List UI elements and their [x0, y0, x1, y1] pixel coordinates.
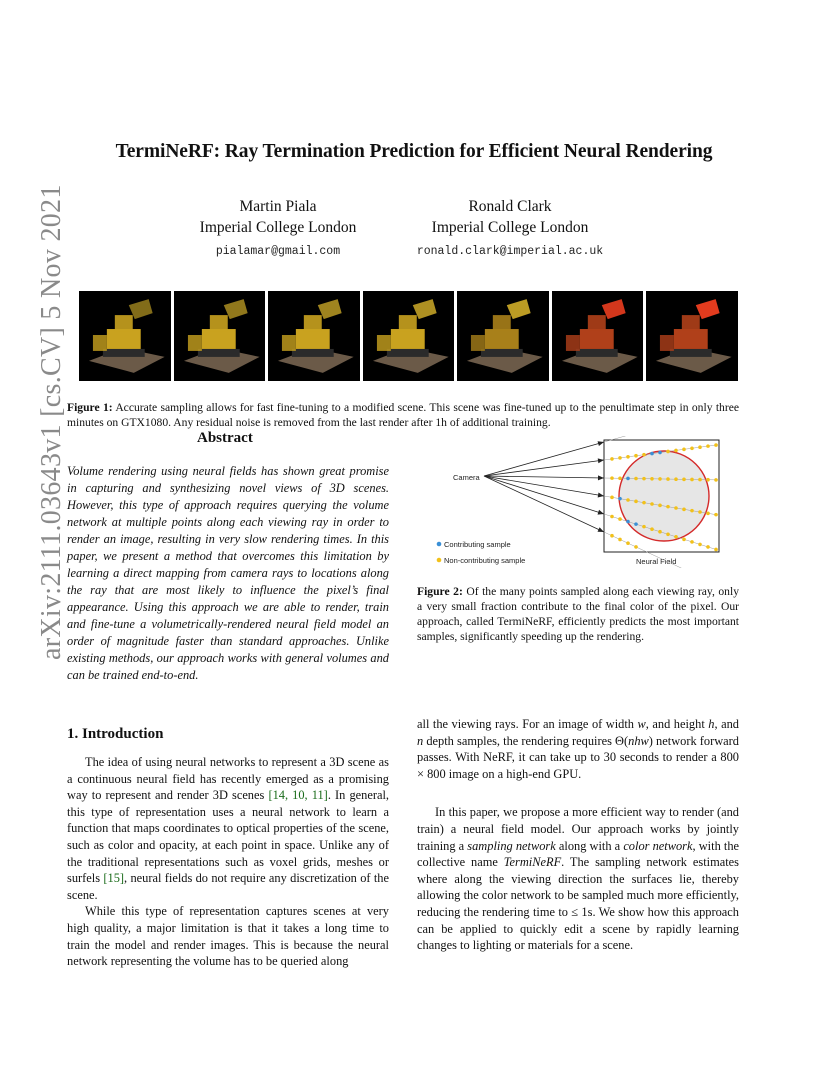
ray-arrow — [484, 476, 604, 496]
intro-paragraph-2: While this type of representation captures scenes at very high quality, a major limitation is that it takes a long time to train the model and render images. This is because the neural network representing the volume has to be queried along — [67, 904, 389, 969]
ray-arrow — [484, 442, 604, 476]
noncontributing-sample — [610, 534, 614, 538]
bulldozer-image — [79, 291, 171, 381]
noncontributing-sample — [714, 548, 718, 552]
intro-paragraph-3: all the viewing rays. For an image of width w, and height h, and n depth samples, the rendering requires Θ(nhw) network forward passes. With NeRF, it can take up to 30 seconds to render a 800 × 800 image on a high-end GPU. — [417, 717, 740, 781]
arxiv-stamp: arXiv:2111.03643v1 [cs.CV] 5 Nov 2021 — [36, 184, 67, 660]
figure1-image-strip — [79, 291, 738, 381]
figure1-caption-text: Accurate sampling allows for fast fine-tuning to a modified scene. This scene was fine-tuned up to the penultimate step in only three minutes on GTX1080. Any residual noise is removed from the last render after 1h of additional training. — [67, 401, 739, 429]
noncontributing-sample — [610, 457, 614, 461]
bulldozer-image — [457, 291, 549, 381]
ray-arrowhead — [598, 510, 604, 515]
noncontributing-sample — [666, 532, 670, 536]
noncontributing-sample — [682, 448, 686, 452]
noncontributing-sample — [682, 538, 686, 542]
noncontributing-sample — [618, 456, 622, 460]
noncontributing-sample — [674, 477, 678, 481]
author-name: Martin Piala — [239, 198, 317, 215]
figure2-label: Figure 2: — [417, 585, 463, 598]
legend-noncontributing-dot — [437, 558, 442, 563]
contributing-sample — [634, 522, 638, 526]
noncontributing-sample — [674, 449, 678, 453]
noncontributing-sample — [626, 498, 630, 502]
contributing-sample — [618, 497, 622, 501]
author-affiliation: Imperial College London — [431, 219, 589, 236]
noncontributing-sample — [706, 478, 710, 482]
noncontributing-sample — [634, 545, 638, 549]
noncontributing-sample — [706, 545, 710, 549]
contributing-sample — [650, 452, 654, 456]
noncontributing-sample — [610, 496, 614, 500]
ray-arrowhead — [598, 475, 604, 480]
bulldozer-image — [174, 291, 266, 381]
noncontributing-sample — [690, 509, 694, 513]
noncontributing-sample — [634, 477, 638, 481]
noncontributing-sample — [650, 527, 654, 531]
figure1-label: Figure 1: — [67, 401, 113, 414]
render-thumbnail — [457, 291, 549, 381]
noncontributing-sample — [690, 446, 694, 450]
render-thumbnail — [174, 291, 266, 381]
author-email: pialamar@gmail.com — [215, 245, 341, 258]
legend-noncontributing-label: Non-contributing sample — [444, 556, 526, 565]
citation-link[interactable]: [14, 10, 11] — [268, 788, 328, 803]
citation-link[interactable]: [15] — [103, 871, 125, 886]
noncontributing-sample — [658, 477, 662, 481]
contributing-sample — [626, 520, 630, 524]
noncontributing-sample — [650, 477, 654, 481]
noncontributing-sample — [706, 512, 710, 516]
noncontributing-sample — [698, 543, 702, 547]
figure2-diagram — [428, 436, 740, 568]
noncontributing-sample — [698, 445, 702, 449]
author-block-2 — [400, 196, 620, 262]
render-thumbnail — [79, 291, 171, 381]
noncontributing-sample — [642, 453, 646, 457]
figure1-caption — [67, 400, 739, 430]
neural-field-label: Neural Field — [636, 557, 677, 566]
noncontributing-sample — [634, 500, 638, 504]
noncontributing-sample — [650, 502, 654, 506]
author-affiliation: Imperial College London — [199, 219, 357, 236]
ray-arrowhead — [598, 493, 604, 498]
noncontributing-sample — [698, 478, 702, 482]
noncontributing-sample — [666, 477, 670, 481]
noncontributing-sample — [626, 541, 630, 545]
noncontributing-sample — [714, 478, 718, 482]
legend-contributing-label: Contributing sample — [444, 540, 511, 549]
noncontributing-sample — [642, 477, 646, 481]
introduction-heading: 1. Introduction — [67, 726, 164, 742]
ray-extension — [604, 436, 719, 442]
figure2-caption — [417, 584, 739, 644]
ray-arrow — [484, 476, 604, 532]
noncontributing-sample — [618, 476, 622, 480]
bulldozer-image — [552, 291, 644, 381]
noncontributing-sample — [706, 444, 710, 448]
noncontributing-sample — [674, 535, 678, 539]
intro-right-column — [417, 716, 739, 954]
object-circle — [619, 451, 709, 541]
noncontributing-sample — [682, 478, 686, 482]
noncontributing-sample — [714, 443, 718, 447]
author-email: ronald.clark@imperial.ac.uk — [416, 245, 604, 258]
noncontributing-sample — [666, 450, 670, 454]
noncontributing-sample — [642, 525, 646, 529]
noncontributing-sample — [714, 513, 718, 517]
noncontributing-sample — [610, 476, 614, 480]
noncontributing-sample — [642, 501, 646, 505]
render-thumbnail — [552, 291, 644, 381]
contributing-sample — [626, 477, 630, 481]
noncontributing-sample — [666, 505, 670, 509]
ray-arrowhead — [598, 458, 604, 463]
render-thumbnail — [363, 291, 455, 381]
render-thumbnail — [268, 291, 360, 381]
intro-paragraph-4: In this paper, we propose a more efficient way to render (and train) a neural field model. Our approach works by jointly training a sampling network along with a color network, with the collective name TermiNeRF. The sampling network estimates where along the viewing direction the surfaces lie, thereby allowing the color network to be sampled much more efficiently, reducing the rendering time to ≤ 1s. We show how this approach can be applied to quickly edit a scene by rapidly learning changes to lighting or materials for a scene. — [417, 805, 740, 953]
bulldozer-image — [646, 291, 738, 381]
intro-paragraph-1: The idea of using neural networks to represent a 3D scene as a continuous neural field has recently emerged as a promising way to represent and render 3D scenes [14, 10, 11]. In general, this type of representation uses a neural network to learn a function that maps coordinates to optical properties of the scene, such as color and opacity, at each point in space. Unlike any of the traditional representations such as voxel grids, meshes or surfels [15], neural fields do not require any discretization of the scene. — [67, 755, 389, 902]
ray-arrow — [484, 476, 604, 514]
noncontributing-sample — [658, 504, 662, 508]
noncontributing-sample — [690, 478, 694, 482]
render-thumbnail — [646, 291, 738, 381]
noncontributing-sample — [610, 515, 614, 519]
intro-left-column — [67, 754, 389, 970]
noncontributing-sample — [690, 540, 694, 544]
bulldozer-image — [363, 291, 455, 381]
figure2-caption-text: Of the many points sampled along each viewing ray, only a very small fraction contribute to the final color of the pixel. Our approach, called TermiNeRF, efficiently predicts the most important samples, significantly speeding up the rendering. — [417, 585, 739, 643]
noncontributing-sample — [618, 538, 622, 542]
noncontributing-sample — [698, 510, 702, 514]
abstract-heading: Abstract — [197, 430, 253, 446]
noncontributing-sample — [626, 455, 630, 459]
contributing-sample — [658, 451, 662, 455]
ray-arrow — [484, 476, 604, 478]
ray-arrow — [484, 460, 604, 476]
noncontributing-sample — [634, 454, 638, 458]
camera-label: Camera — [453, 473, 480, 482]
noncontributing-sample — [682, 508, 686, 512]
author-name: Ronald Clark — [468, 198, 552, 215]
noncontributing-sample — [618, 517, 622, 521]
noncontributing-sample — [674, 506, 678, 510]
noncontributing-sample — [658, 530, 662, 534]
bulldozer-image — [268, 291, 360, 381]
ray-arrowhead — [598, 441, 604, 446]
paper-title: TermiNeRF: Ray Termination Prediction for Efficient Neural Rendering — [115, 141, 713, 162]
abstract-text: Volume rendering using neural fields has shown great promise in capturing and synthesizing novel views of 3D scenes. However, this type of approach requires querying the volume network at multiple points along each viewing ray in order to render an image, resulting in very slow rendering times. In this paper, we present a method that overcomes this limitation by learning a direct mapping from camera rays to locations along the ray that are most likely to influence the pixel’s final appearance. Using this approach we are able to render, train and fine-tune a volumetrically-rendered neural field model an order of magnitude faster than standard approaches. Unlike existing methods, our approach works with general volumes and can be trained end-to-end. — [67, 464, 389, 682]
author-block-1 — [178, 196, 378, 262]
legend-contributing-dot — [437, 542, 442, 547]
